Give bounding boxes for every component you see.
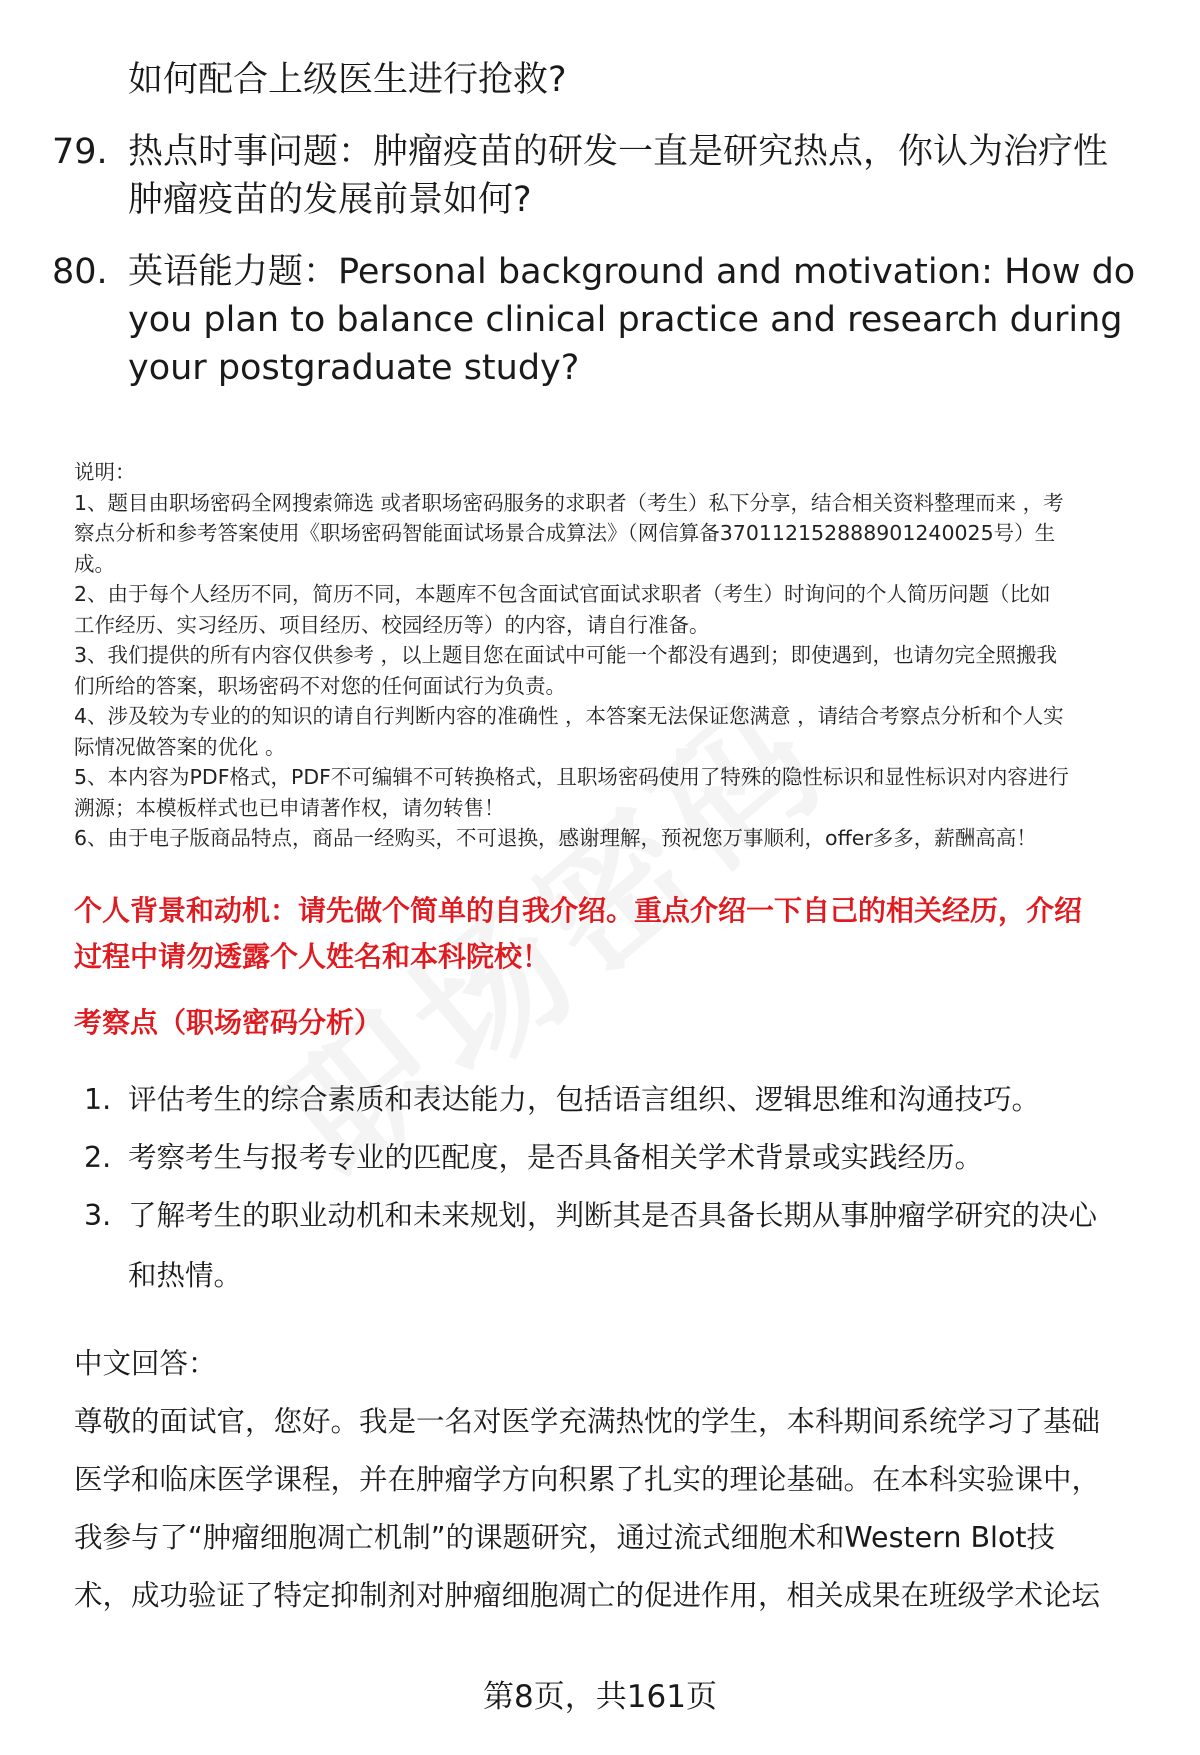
note-line: 察点分析和参考答案使用《职场密码智能面试场景合成算法》（网信算备370112152888901240025号）生 xyxy=(74,521,1056,545)
note-line: 3、我们提供的所有内容仅供参考 ，以上题目您在面试中可能一个都没有遇到；即使遇到，也请勿完全照搬我 xyxy=(74,643,1058,667)
note-line: 们所给的答案，职场密码不对您的任何面试行为负责。 xyxy=(74,673,566,698)
note-line: 5、本内容为PDF格式，PDF不可编辑不可转换格式，且职场密码使用了特殊的隐性标识和显性标识对内容进行 xyxy=(74,765,1069,789)
point-line: 评估考生的综合素质和表达能力，包括语言组织、逻辑思维和沟通技巧。 xyxy=(128,1083,1041,1116)
question-line: 如何配合上级医生进行抢救? xyxy=(128,60,567,100)
point-number: 2. xyxy=(84,1141,112,1174)
notes-section xyxy=(74,457,1164,854)
point-number: 1. xyxy=(84,1083,112,1116)
point-line: 考察考生与报考专业的匹配度，是否具备相关学术背景或实践经历。 xyxy=(128,1141,984,1174)
answer-line: 医学和临床医学课程，并在肿瘤学方向积累了扎实的理论基础。在本科实验课中， xyxy=(74,1463,1101,1496)
answer-line: 术，成功验证了特定抑制剂对肿瘤细胞凋亡的促进作用，相关成果在班级学术论坛 xyxy=(74,1579,1101,1612)
note-line: 1、题目由职场密码全网搜索筛选 或者职场密码服务的求职者（考生）私下分享，结合相关资料整理而来 ，考 xyxy=(74,490,1064,515)
question-line: 肿瘤疫苗的发展前景如何? xyxy=(128,180,532,220)
question-line: 英语能力题：Personal background and motivation: How do xyxy=(128,252,1136,292)
point-line: 了解考生的职业动机和未来规划，判断其是否具备长期从事肿瘤学研究的决心 xyxy=(128,1199,1098,1232)
question-line: 热点时事问题：肿瘤疫苗的研发一直是研究热点，你认为治疗性 xyxy=(128,132,1109,172)
note-line: 4、涉及较为专业的的知识的请自行判断内容的准确性 ，本答案无法保证您满意 ，请结合考察点分析和个人实 xyxy=(74,704,1064,728)
note-line: 溯源；本模板样式也已申请著作权，请勿转售！ xyxy=(74,795,505,820)
red-question-line: 个人背景和动机：请先做个简单的自我介绍。重点介绍一下自己的相关经历，介绍 xyxy=(74,894,1083,927)
point-number: 3. xyxy=(84,1199,112,1232)
answer-line: 我参与了“肿瘤细胞凋亡机制”的课题研究，通过流式细胞术和Western Blot技 xyxy=(74,1521,1056,1554)
note-line: 工作经历、实习经历、项目经历、校园经历等）的内容，请自行准备。 xyxy=(74,612,710,637)
question-line: your postgraduate study? xyxy=(128,348,580,388)
note-line: 际情况做答案的优化 。 xyxy=(74,734,286,759)
question-number: 80. xyxy=(52,252,108,292)
question-line: you plan to balance clinical practice and research during xyxy=(128,300,1123,340)
note-line: 6、由于电子版商品特点，商品一经购买，不可退换，感谢理解，预祝您万事顺利，offer多多，薪酬高高！ xyxy=(74,826,1037,850)
answer-heading: 中文回答： xyxy=(74,1347,217,1380)
page-footer: 第8页，共161页 xyxy=(483,1679,717,1715)
note-line: 2、由于每个人经历不同，简历不同，本题库不包含面试官面试求职者（考生）时询问的个人简历问题（比如 xyxy=(74,582,1051,606)
red-question-line: 过程中请勿透露个人姓名和本科院校！ xyxy=(74,940,551,973)
note-line: 成。 xyxy=(74,551,115,576)
answer-line: 尊敬的面试官，您好。我是一名对医学充满热忱的学生，本科期间系统学习了基础 xyxy=(74,1405,1101,1438)
point-line: 和热情。 xyxy=(128,1259,243,1292)
question-number: 79. xyxy=(52,132,108,172)
points-heading: 考察点（职场密码分析） xyxy=(74,1006,383,1039)
notes-title: 说明： xyxy=(74,460,136,484)
